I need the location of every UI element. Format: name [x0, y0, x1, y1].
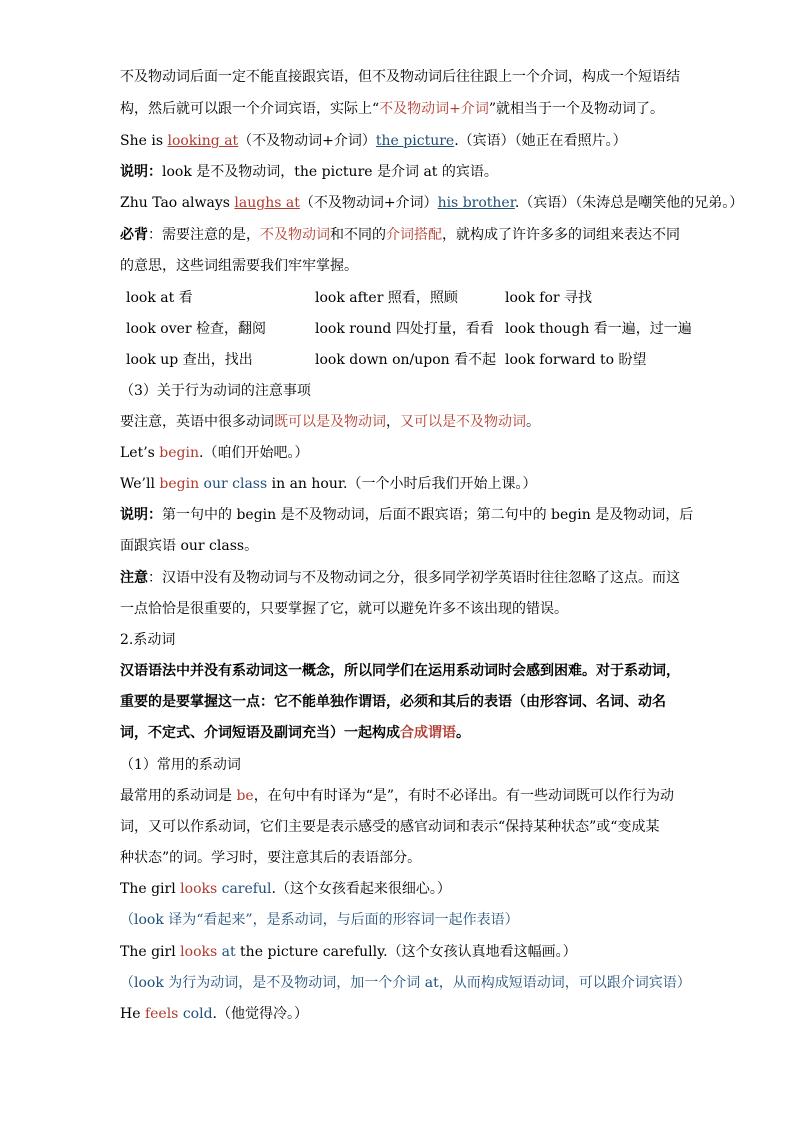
- paragraph-line: [120, 818, 659, 836]
- section-heading: [120, 756, 241, 774]
- example-sentence: [120, 880, 451, 898]
- section-heading: [120, 631, 175, 649]
- verb: begin: [159, 476, 200, 492]
- text: 汉语语法中并没有系动词这一概念，所以同学们在运用系动词时会感到困难。对于系动词，: [120, 663, 680, 679]
- object-phrase: the picture: [375, 133, 455, 149]
- text: （look 译为“看起来”，是系动词，与后面的形容词一起作表语）: [120, 912, 519, 928]
- note-line: [120, 163, 498, 181]
- text: ，在句中有时译为“是”，有时不必译出。有一些动词既可以作行为动: [253, 788, 675, 804]
- text: .（他觉得冷。）: [212, 1006, 308, 1022]
- example-sentence: [120, 1005, 308, 1023]
- example-sentence: [120, 444, 308, 462]
- paragraph-line: [120, 100, 664, 118]
- text: 最常用的系动词是: [120, 788, 237, 804]
- text: 词，又可以作系动词，它们主要是表示感受的感官动词和表示“保持某种状态”或“变成某: [120, 819, 660, 835]
- highlight-text: 合成谓语: [400, 725, 456, 741]
- text: 种状态”的词。学习时，要注意其后的表语部分。: [120, 850, 422, 866]
- text: She is: [120, 133, 168, 149]
- text: 一点恰恰是很重要的，只要掌握了它，就可以避免许多不该出现的错误。: [120, 601, 568, 617]
- verb: looks: [180, 881, 218, 897]
- text: 第一句中的 begin 是不及物动词，后面不跟宾语；第二句中的 begin 是及物动词，后: [162, 507, 694, 523]
- text: .（咱们开始吧。）: [199, 445, 309, 461]
- verb: begin: [159, 445, 199, 461]
- example-sentence: [120, 475, 536, 493]
- paragraph-line: [120, 257, 358, 275]
- text: ”就相当于一个及物动词了。: [488, 101, 665, 117]
- phrase-cell: look round 四处打量，看看: [315, 321, 494, 337]
- heading-text: （1）常用的系动词: [120, 757, 241, 773]
- phrase-cell: look over 检查，翻阅: [126, 321, 267, 337]
- text: ，: [386, 414, 400, 430]
- text: in an hour.（一个小时后我们开始上课。）: [267, 476, 537, 492]
- text: 。: [526, 414, 540, 430]
- phrase-cell: look after 照看，照顾: [315, 290, 458, 306]
- text: .（宾语）（朱涛总是嘲笑他的兄弟。）: [514, 195, 744, 211]
- text: Zhu Tao always: [120, 195, 235, 211]
- object-phrase: his brother: [437, 195, 515, 211]
- text: 不及物动词后面一定不能直接跟宾语，但不及物动词后往往跟上一个介词，构成一个短语结: [120, 69, 680, 85]
- bold-paragraph-line: [120, 693, 666, 711]
- text: ：需要注意的是，: [148, 227, 260, 243]
- phrase-cell: look down on/upon 看不起: [315, 352, 497, 368]
- note-label: 说明：: [120, 507, 162, 523]
- paragraph-line: [120, 849, 421, 867]
- text: 重要的是要掌握这一点：它不能单独作谓语，必须和其后的表语（由形容词、名词、动名: [120, 694, 666, 710]
- text: ，就构成了许许多多的词组来表达不同: [442, 227, 680, 243]
- note-line: [120, 569, 680, 587]
- text: look 是不及物动词，the picture 是介词 at 的宾语。: [162, 164, 498, 180]
- predicative: cold: [178, 1006, 213, 1022]
- text: 的意思，这些词组需要我们牢牢掌握。: [120, 258, 358, 274]
- verb-phrase: laughs at: [234, 195, 300, 211]
- text: 构，然后就可以跟一个介词宾语，实际上“: [120, 101, 380, 117]
- paragraph-line: [120, 68, 680, 86]
- text: The girl: [120, 881, 181, 897]
- bold-paragraph-line: [120, 724, 470, 742]
- verb-phrase: looking at: [167, 133, 239, 149]
- phrase-cell: look up 查出，找出: [126, 352, 253, 368]
- text: the picture carefully.（这个女孩认真地看这幅画。）: [235, 944, 577, 960]
- verb: be: [236, 788, 254, 804]
- text: （不及物动词+介词）: [299, 195, 438, 211]
- text: We’ll: [120, 476, 160, 492]
- verb: feels: [144, 1006, 179, 1022]
- text: 词，不定式、介词短语及副词充当）一起构成: [120, 725, 400, 741]
- text: 面跟宾语 our class。: [120, 538, 259, 554]
- text: 和不同的: [330, 227, 386, 243]
- text: （不及物动词+介词）: [238, 133, 376, 149]
- section-heading: [120, 382, 311, 400]
- highlight-text: 不及物动词: [260, 227, 330, 243]
- explanation-line: [120, 911, 519, 929]
- note-label: 注意: [120, 570, 148, 586]
- text: （look 为行为动词，是不及物动词，加一个介词 at，从而构成短语动词，可以跟介词宾语）: [120, 975, 691, 991]
- phrase-cell: look at 看: [126, 290, 193, 306]
- heading-text: （3）关于行为动词的注意事项: [120, 383, 311, 399]
- text: ：汉语中没有及物动词与不及物动词之分，很多同学初学英语时往往忽略了这点。而这: [148, 570, 680, 586]
- paragraph-line: [120, 787, 674, 805]
- bold-paragraph-line: [120, 662, 680, 680]
- note-line: [120, 506, 693, 524]
- note-label: 说明：: [120, 164, 162, 180]
- highlight-text: 不及物动词+介词: [379, 101, 489, 117]
- bibei-label: 必背: [120, 227, 148, 243]
- paragraph-line: [120, 600, 568, 618]
- text: .（这个女孩看起来很细心。）: [271, 881, 451, 897]
- text: 。: [456, 725, 470, 741]
- verb: looks: [180, 944, 218, 960]
- phrase-cell: look forward to 盼望: [505, 352, 647, 368]
- text: He: [120, 1006, 145, 1022]
- explanation-line: [120, 974, 691, 992]
- paragraph-line: [120, 537, 258, 555]
- object-phrase: our class: [199, 476, 268, 492]
- highlight-text: 又可以是不及物动词: [400, 414, 526, 430]
- example-sentence: [120, 943, 577, 961]
- phrase-cell: look though 看一遍，过一遍: [505, 321, 692, 337]
- text: 要注意，英语中很多动词: [120, 414, 274, 430]
- highlight-text: 介词搭配: [386, 227, 442, 243]
- text: The girl: [120, 944, 181, 960]
- bibei-line: [120, 226, 680, 244]
- example-sentence: [120, 132, 627, 150]
- paragraph-line: [120, 413, 540, 431]
- phrase-cell: look for 寻找: [505, 290, 593, 306]
- predicative: careful: [217, 881, 272, 897]
- text: Let’s: [120, 445, 160, 461]
- text: .（宾语）（她正在看照片。）: [454, 133, 627, 149]
- example-sentence: [120, 194, 743, 212]
- preposition: at: [217, 944, 236, 960]
- highlight-text: 既可以是及物动词: [274, 414, 386, 430]
- heading-text: 2.系动词: [120, 632, 176, 648]
